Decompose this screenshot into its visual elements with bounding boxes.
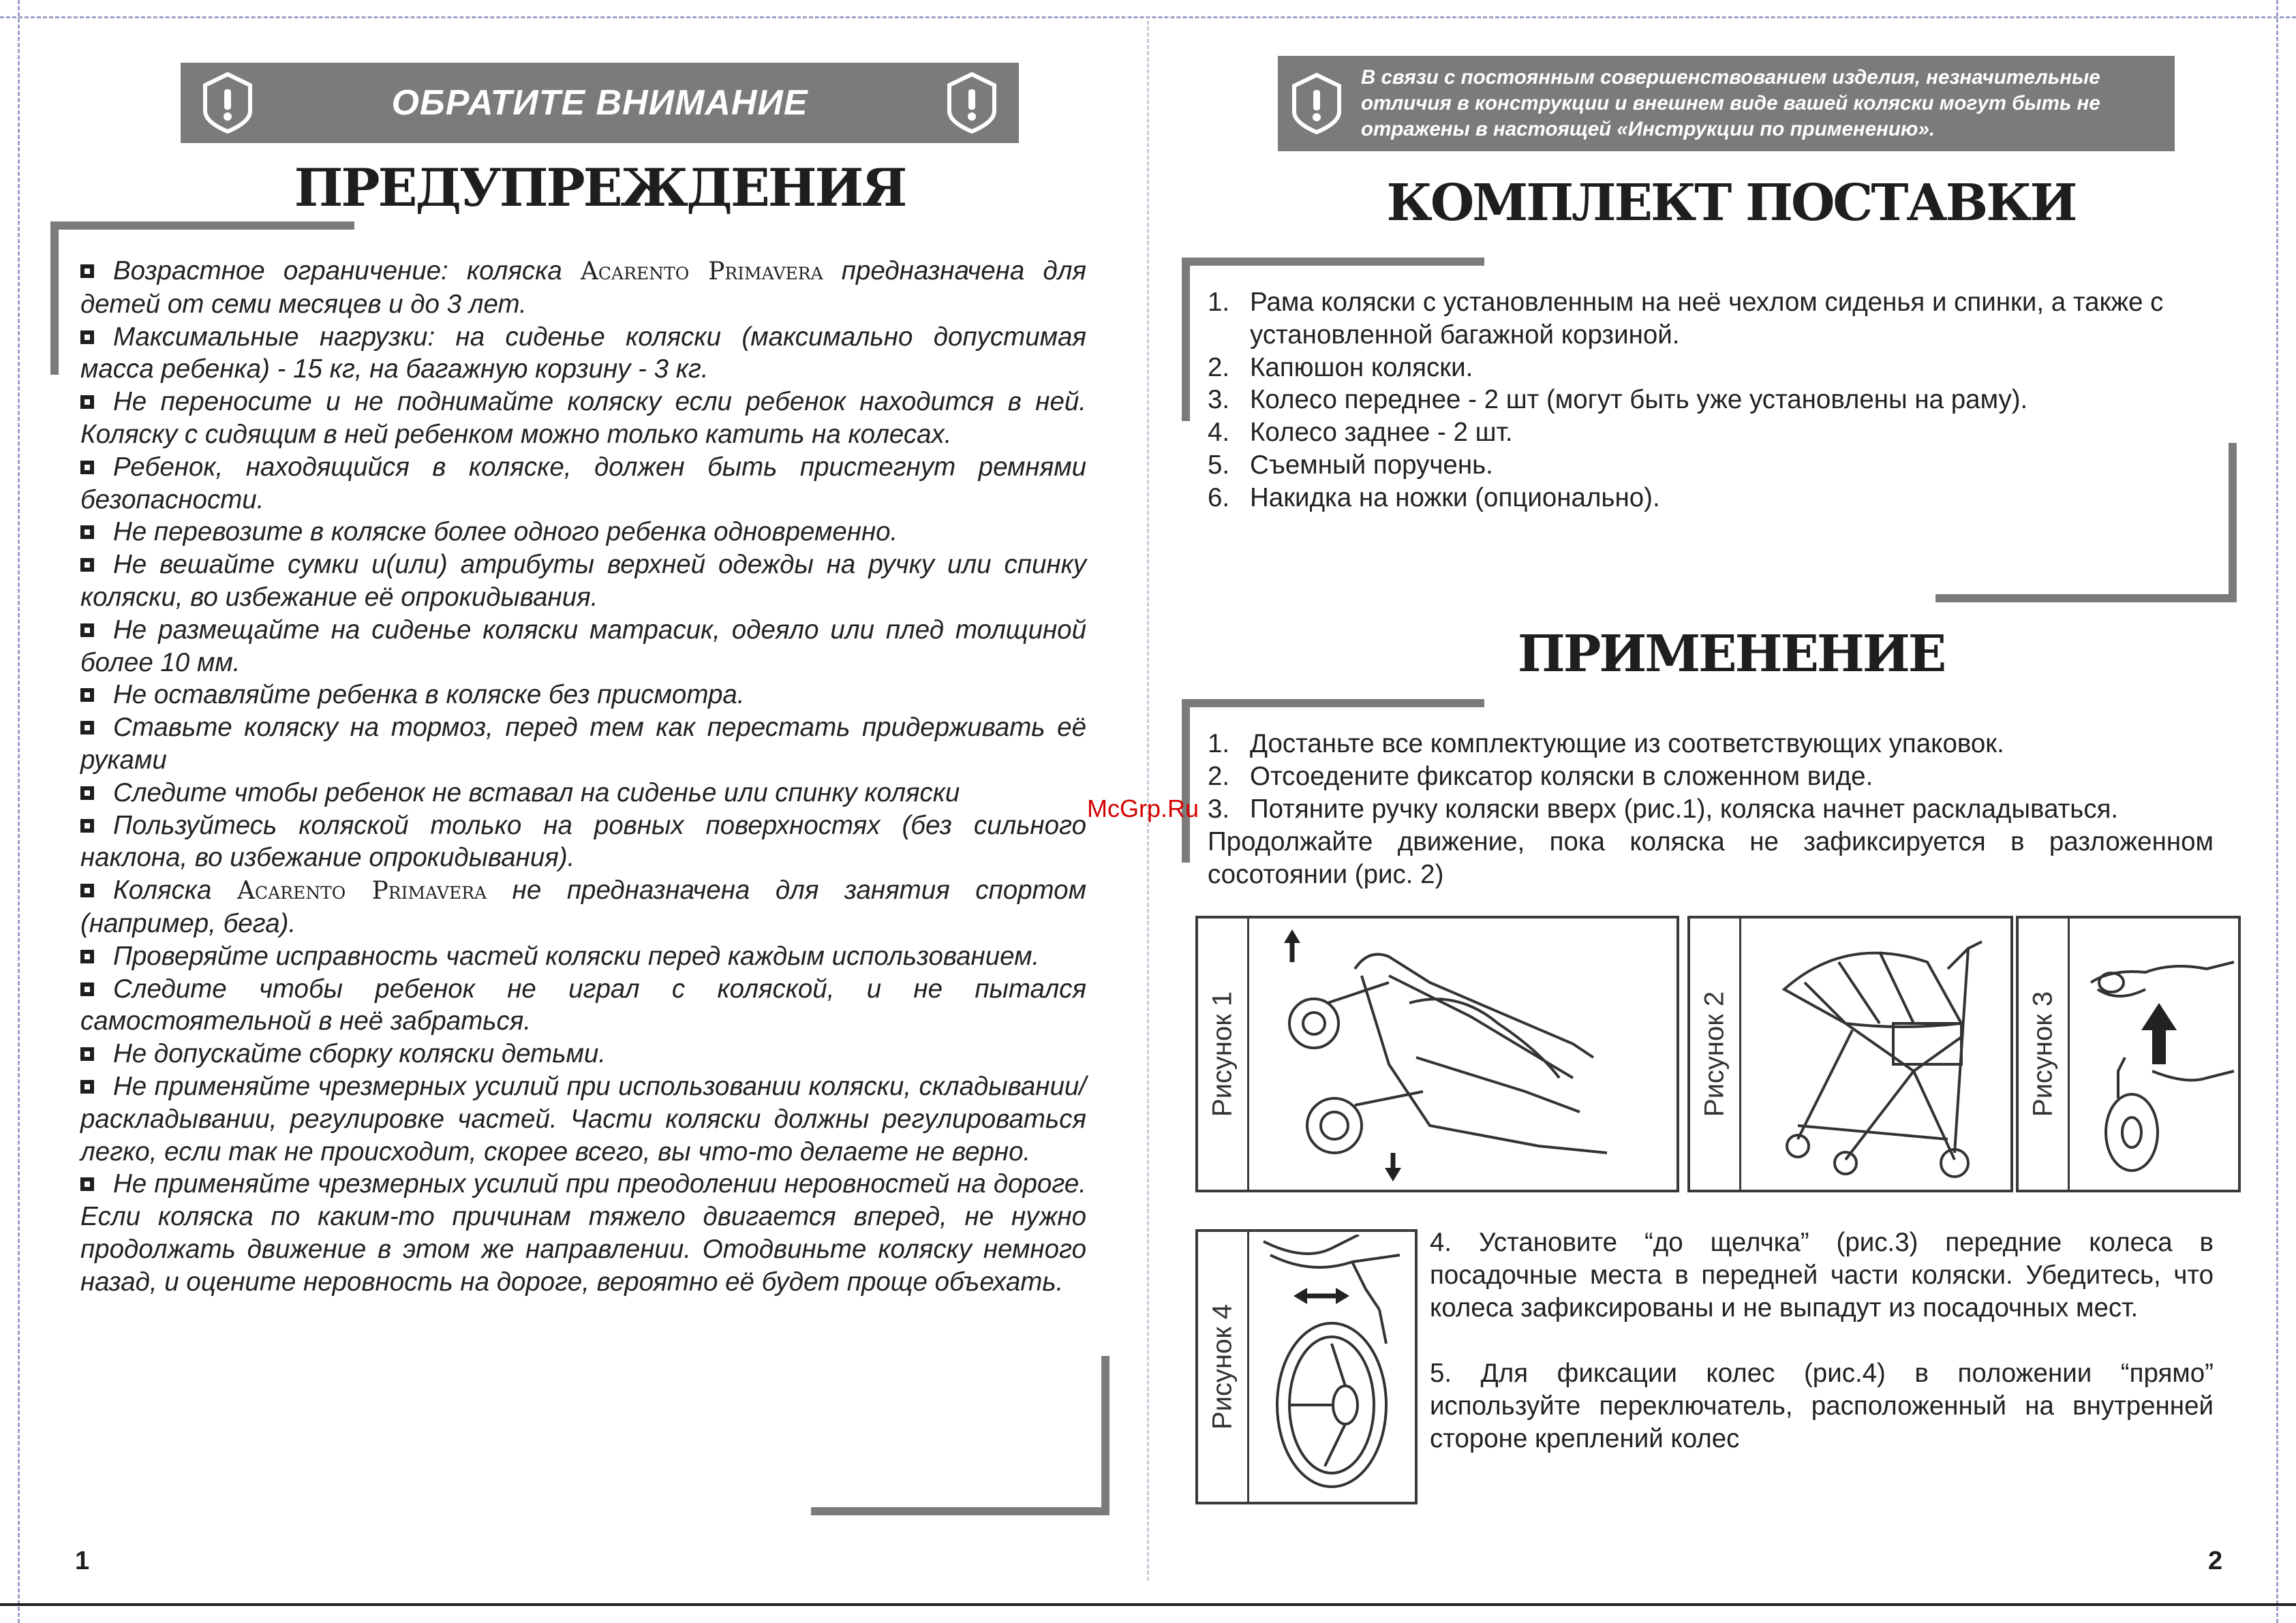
- warning-item: Не применяйте чрезмерных усилий при использовании коляски, складывании/раскладывании, регулировке частей. Части коляски должны регулироваться легко, если так не происходит, скорее всего, вы что-то делаете не верно.: [80, 1071, 1086, 1166]
- warning-item: Не перевозите в коляске более одного ребенка одновременно.: [80, 516, 1086, 548]
- bullet-square-icon: [80, 461, 94, 474]
- bullet-square-icon: [80, 950, 94, 963]
- bullet-square-icon: [80, 819, 94, 833]
- warning-item: Следите чтобы ребенок не вставал на сиденье или спинку коляски: [80, 777, 1086, 809]
- warning-item: Пользуйтесь коляской только на ровных поверхностях (без сильного наклона, во избежание опрокидывания).: [80, 810, 1086, 873]
- usage-title: ПРИМЕНЕНИЕ: [1517, 625, 1945, 683]
- bracket-bottom-vertical: [1101, 1356, 1109, 1515]
- bullet-square-icon: [80, 1047, 94, 1061]
- usage-step: 2. Отсоедените фиксатор коляски в сложенном виде.: [1208, 761, 1873, 791]
- figure-3: [2016, 916, 2241, 1192]
- kit-item: 5. Съемный поручень.: [1208, 450, 1493, 480]
- kit-bracket-top-vertical: [1182, 258, 1190, 421]
- usage-step-5: 5. Для фиксации колес (рис.4) в положении “прямо” используйте переключатель, расположенный на внутренней стороне креплений колес: [1430, 1359, 2214, 1453]
- warning-item: Коляска Acarento Primavera не предназначена для занятия спортом (например, бега).: [80, 876, 1086, 938]
- warning-item: Не вешайте сумки и(или) атрибуты верхней одежды на ручку или спинку коляски, во избежание её опрокидывания.: [80, 550, 1086, 612]
- usage-bracket-top-horizontal: [1182, 699, 1484, 707]
- bracket-bottom-horizontal: [811, 1507, 1109, 1515]
- bottom-rule: [0, 1603, 2296, 1606]
- warning-item: Максимальные нагрузки: на сиденье коляски (максимально допустимая масса ребенка) - 15 кг, на багажную корзину - 3 кг.: [80, 322, 1086, 384]
- usage-bracket-top-vertical: [1182, 699, 1190, 863]
- bullet-square-icon: [80, 1080, 94, 1094]
- figure-2-label: Рисунок 2: [1690, 918, 1741, 1190]
- wheel-insert-icon: [2070, 921, 2235, 1187]
- bullet-square-icon: [80, 558, 94, 572]
- kit-item: 3. Колесо переднее - 2 шт (могут быть уже установлены на раму).: [1208, 385, 2028, 415]
- warnings-list: [80, 255, 1086, 1299]
- bracket-top-vertical: [50, 221, 59, 375]
- warnings-title: ПРЕДУПРЕЖДЕНИЯ: [294, 157, 906, 218]
- warning-item: Следите чтобы ребенок не играл с коляской, и не пытался самостоятельной в неё забраться.: [80, 974, 1086, 1036]
- kit-item: 1. Рама коляски с установленным на неё чехлом сиденья и спинки, а также с установленной багажной корзиной.: [1208, 288, 2164, 350]
- usage-continuation: Продолжайте движение, пока коляска не зафиксируется в разложенном сосотоянии (рис. 2): [1208, 827, 2214, 889]
- kit-title: КОМПЛЕКТ ПОСТАВКИ: [1386, 174, 2076, 232]
- figure-2: [1687, 916, 2013, 1192]
- figure-3-label: Рисунок 3: [2019, 918, 2070, 1190]
- figure-4-label: Рисунок 4: [1198, 1232, 1249, 1502]
- warning-item: Ребенок, находящийся в коляске, должен быть пристегнут ремнями безопасности.: [80, 452, 1086, 514]
- bullet-square-icon: [80, 721, 94, 735]
- warning-item: Проверяйте исправность частей коляски перед каждым использованием.: [80, 940, 1086, 973]
- warning-item: Не переносите и не поднимайте коляску если ребенок находится в ней. Коляску с сидящим в ней ребенком можно только катить на колесах.: [80, 387, 1086, 449]
- warning-item: Не допускайте сборку коляски детьми.: [80, 1038, 1086, 1070]
- bullet-square-icon: [80, 688, 94, 702]
- usage-step-4: 4. Установите “до щелчка” (рис.3) передние колеса в посадочные места в передней части коляски. Убедитесь, что колеса зафиксированы и не выпадут из посадочных мест.: [1430, 1228, 2214, 1323]
- trim-guide-right: [2276, 0, 2278, 1623]
- warning-item: Не оставляйте ребенка в коляске без присмотра.: [80, 679, 1086, 711]
- warning-item: Возрастное ограничение: коляска Acarento Primavera предназначена для детей от семи месяцев и до 3 лет.: [80, 256, 1086, 319]
- usage-steps: [1208, 728, 2214, 825]
- notice-banner: [181, 63, 1019, 143]
- figure-1: [1195, 916, 1679, 1192]
- bullet-square-icon: [80, 884, 94, 897]
- figure-4: [1195, 1229, 1418, 1504]
- bullet-square-icon: [80, 395, 94, 409]
- warning-item: Ставьте коляску на тормоз, перед тем как перестать придерживать её руками: [80, 713, 1086, 775]
- bullet-square-icon: [80, 786, 94, 800]
- page-number-left: 1: [75, 1547, 90, 1575]
- kit-item: 4. Колесо заднее - 2 шт.: [1208, 418, 1513, 448]
- usage-step: 3. Потяните ручку коляски вверх (рис.1), коляска начнет раскладываться.: [1208, 794, 2119, 824]
- kit-item: 6. Накидка на ножки (опционально).: [1208, 482, 1660, 512]
- brand-name: Acarento Primavera: [236, 877, 487, 906]
- figure-1-label: Рисунок 1: [1198, 918, 1249, 1190]
- kit-bracket-bottom-horizontal: [1935, 594, 2237, 602]
- usage-step: 1. Достаньте все комплектующие из соответствующих упаковок.: [1208, 729, 2004, 758]
- bracket-top-horizontal: [50, 221, 354, 230]
- brand-name: Acarento Primavera: [580, 258, 823, 285]
- kit-item: 2. Капюшон коляски.: [1208, 352, 1473, 382]
- revision-notice-text: В связи с постоянным совершенствованием изделия, незначительные отличия в конструкции и внешнем виде вашей коляски могут быть не отражены в настоящей «Инструкции по применению».: [1361, 66, 2100, 140]
- warning-shield-icon: [1290, 72, 1343, 135]
- warning-shield-icon: [945, 72, 998, 134]
- kit-bracket-bottom-vertical: [2229, 443, 2237, 602]
- kit-bracket-top-horizontal: [1182, 258, 1484, 266]
- bullet-square-icon: [80, 623, 94, 637]
- trim-guide-left: [18, 0, 20, 1623]
- bullet-square-icon: [80, 525, 94, 539]
- kit-list: [1208, 286, 2216, 514]
- warning-item: Не применяйте чрезмерных усилий при преодолении неровностей на дороге. Если коляска по каким-то причинам тяжело двигается вперед, не нужно продолжать движение в этом же направлении. Отодвиньте коляску немного назад, и оцените неровность на дороге, вероятно её будет проще объехать.: [80, 1169, 1086, 1297]
- folded-stroller-icon: [1253, 921, 1674, 1187]
- notice-banner-label: ОБРАТИТЕ ВНИМАНИЕ: [391, 83, 808, 123]
- revision-notice-banner: [1278, 56, 2175, 151]
- wheel-lock-icon: [1250, 1235, 1412, 1498]
- bullet-square-icon: [80, 1177, 94, 1191]
- warning-item: Не размещайте на сиденье коляски матрасик, одеяло или плед толщиной более 10 мм.: [80, 615, 1086, 677]
- trim-guide-top: [0, 16, 2296, 18]
- watermark: McGrp.Ru: [1087, 794, 1199, 822]
- warning-shield-icon: [201, 72, 254, 134]
- bullet-square-icon: [80, 264, 94, 278]
- page-number-right: 2: [2208, 1547, 2223, 1575]
- bullet-square-icon: [80, 983, 94, 996]
- unfolded-stroller-icon: [1743, 921, 2008, 1187]
- bullet-square-icon: [80, 330, 94, 344]
